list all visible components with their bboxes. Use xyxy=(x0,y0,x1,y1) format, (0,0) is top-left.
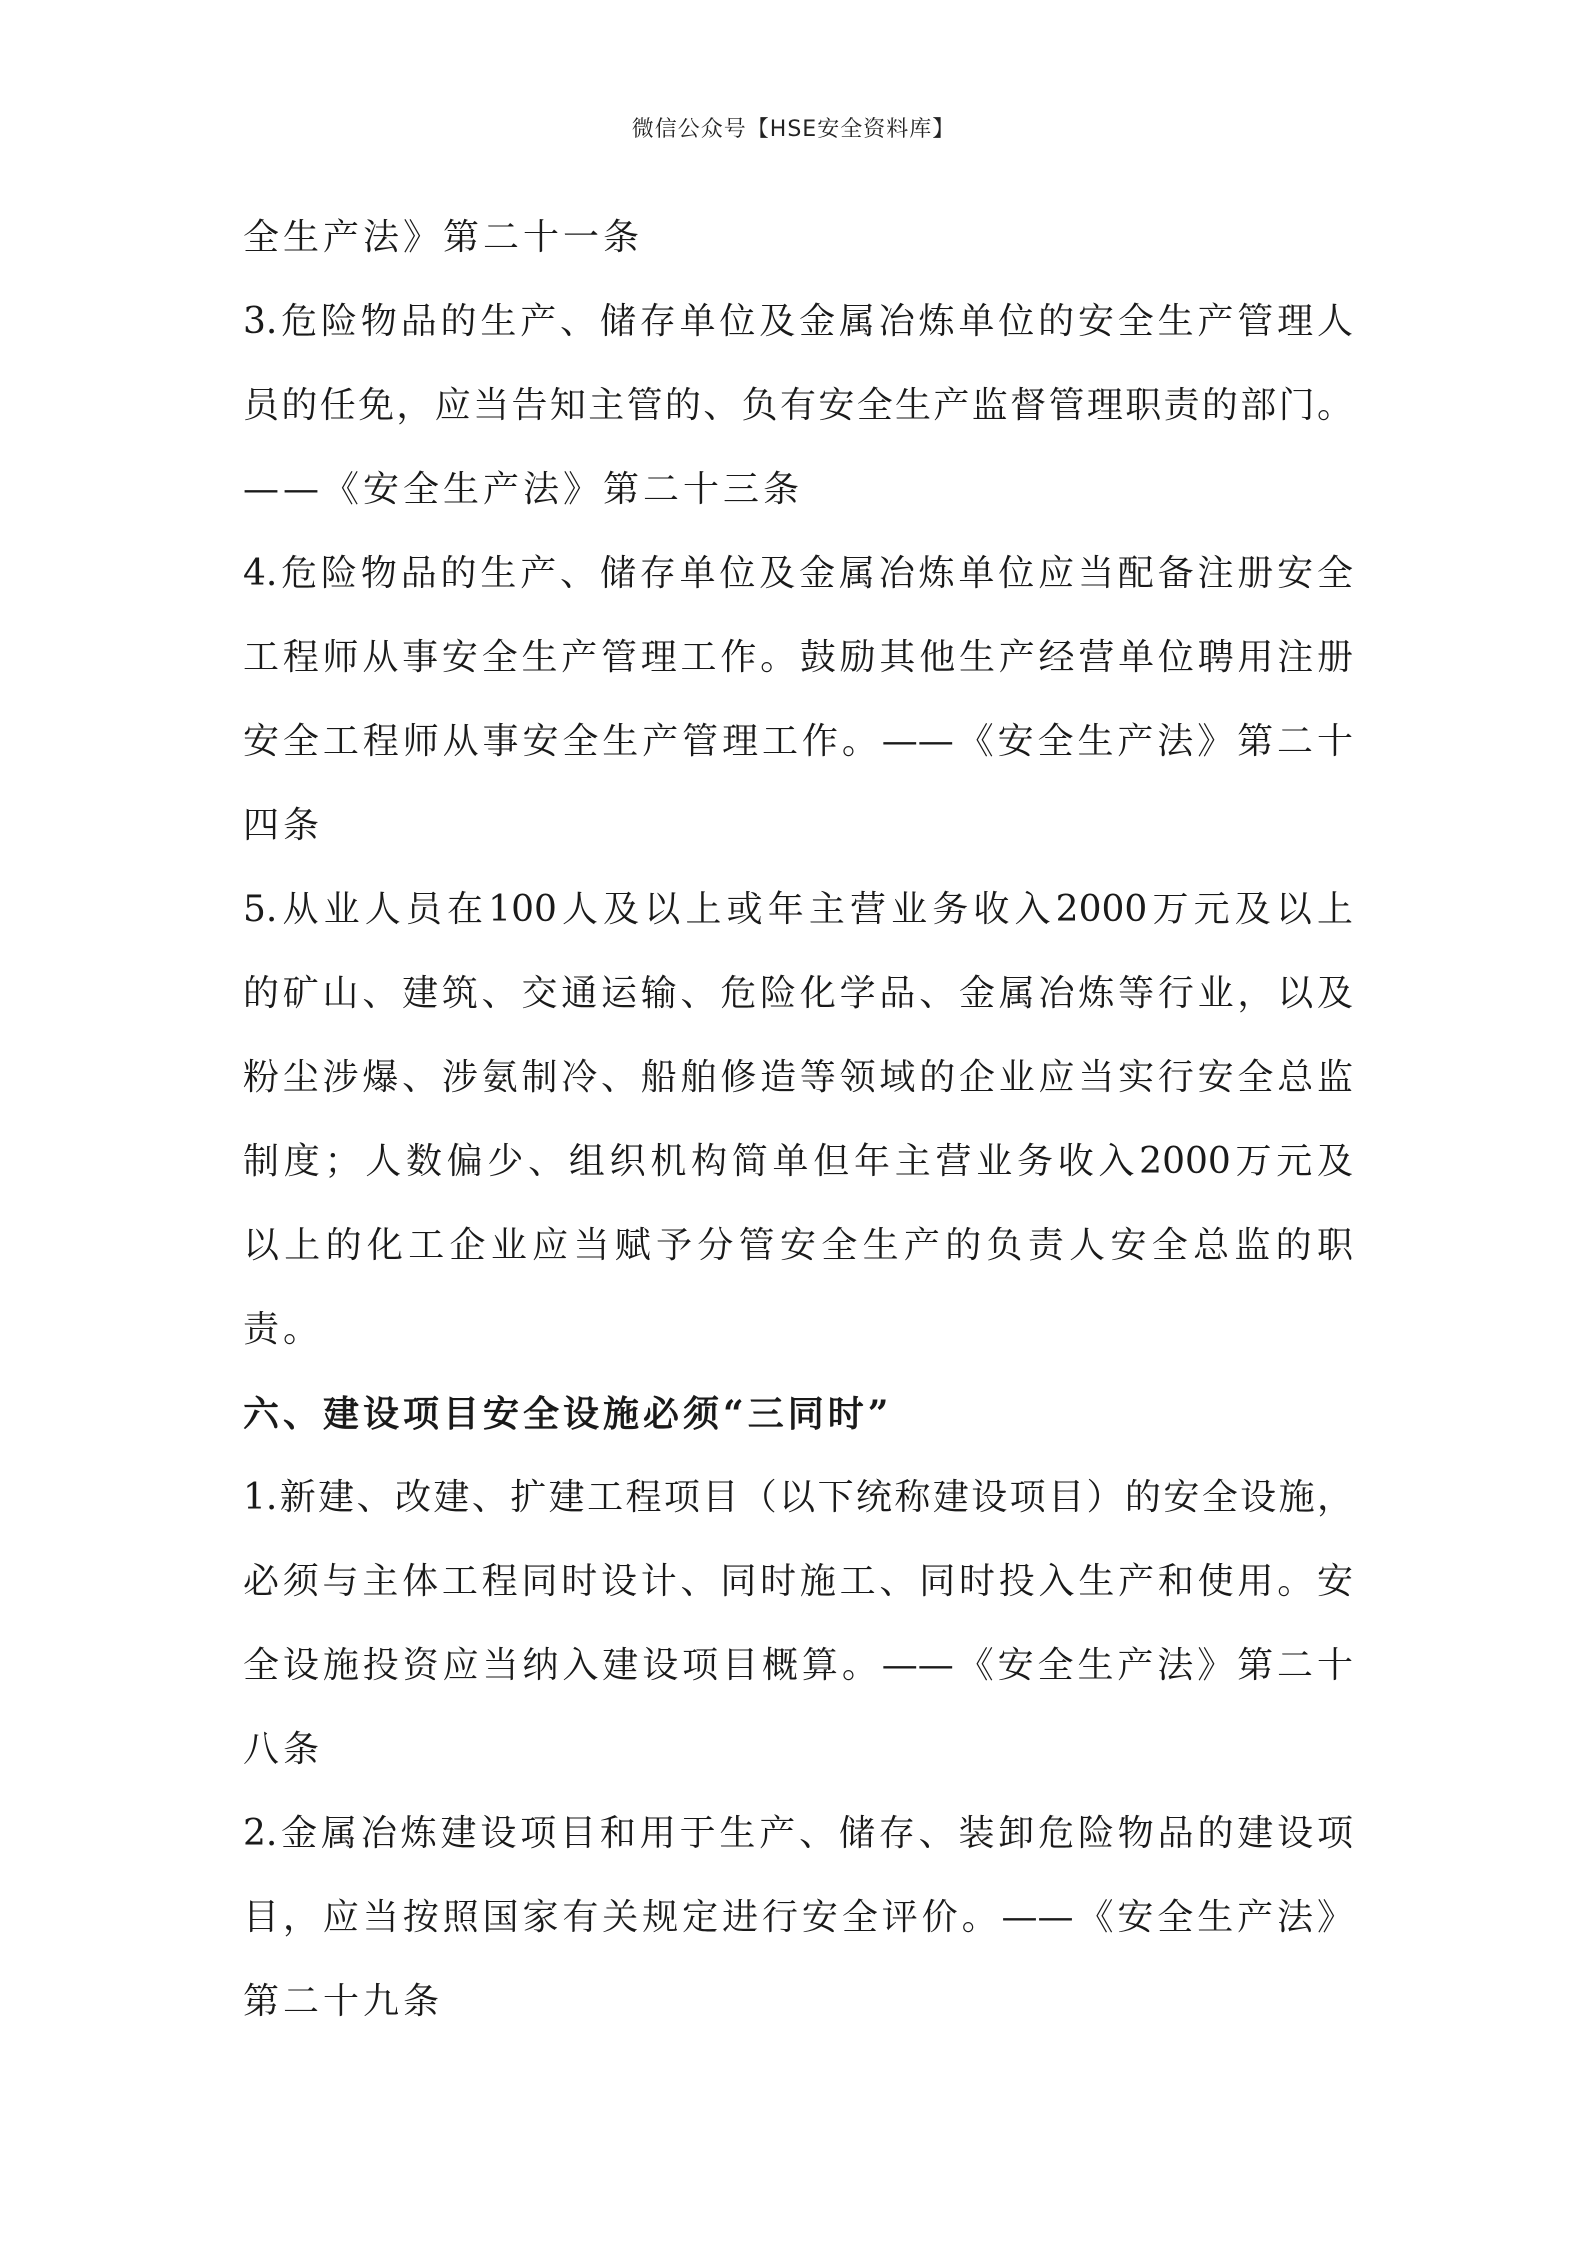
text-line: 八条 xyxy=(243,1729,324,1770)
text-line: 5.从业人员在100人及以上或年主营业务收入2000万元及以上 xyxy=(243,889,1353,930)
text-line: 全生产法》第二十一条 xyxy=(243,217,644,258)
text-line: 制度；人数偏少、组织机构简单但年主营业务收入2000万元及 xyxy=(243,1141,1353,1182)
text-line: 必须与主体工程同时设计、同时施工、同时投入生产和使用。安 xyxy=(243,1561,1353,1602)
text-line: 以上的化工企业应当赋予分管安全生产的负责人安全总监的职 xyxy=(243,1225,1353,1266)
text-line: 工程师从事安全生产管理工作。鼓励其他生产经营单位聘用注册 xyxy=(243,637,1353,678)
text-line: ——《安全生产法》第二十三条 xyxy=(243,469,804,510)
text-line: 1.新建、改建、扩建工程项目（以下统称建设项目）的安全设施， xyxy=(243,1477,1353,1518)
text-line: 4.危险物品的生产、储存单位及金属冶炼单位应当配备注册安全 xyxy=(243,553,1353,594)
text-line: 全设施投资应当纳入建设项目概算。——《安全生产法》第二十 xyxy=(243,1645,1353,1686)
text-line: 安全工程师从事安全生产管理工作。——《安全生产法》第二十 xyxy=(243,721,1353,762)
text-line: 责。 xyxy=(243,1309,324,1350)
text-line: 目，应当按照国家有关规定进行安全评价。——《安全生产法》 xyxy=(243,1897,1353,1938)
text-line: 第二十九条 xyxy=(243,1981,444,2022)
document-body xyxy=(243,196,1353,2044)
text-line: 的矿山、建筑、交通运输、危险化学品、金属冶炼等行业，以及 xyxy=(243,973,1353,1014)
page-header: 微信公众号【HSE安全资料库】 xyxy=(631,117,956,142)
text-line: 2.金属冶炼建设项目和用于生产、储存、装卸危险物品的建设项 xyxy=(243,1813,1353,1854)
text-line: 员的任免，应当告知主管的、负有安全生产监督管理职责的部门。 xyxy=(243,385,1353,426)
text-line: 四条 xyxy=(243,805,324,846)
section-heading: 六、建设项目安全设施必须“三同时” xyxy=(243,1393,893,1435)
text-line: 粉尘涉爆、涉氨制冷、船舶修造等领域的企业应当实行安全总监 xyxy=(243,1057,1353,1098)
text-line: 3.危险物品的生产、储存单位及金属冶炼单位的安全生产管理人 xyxy=(243,301,1353,342)
